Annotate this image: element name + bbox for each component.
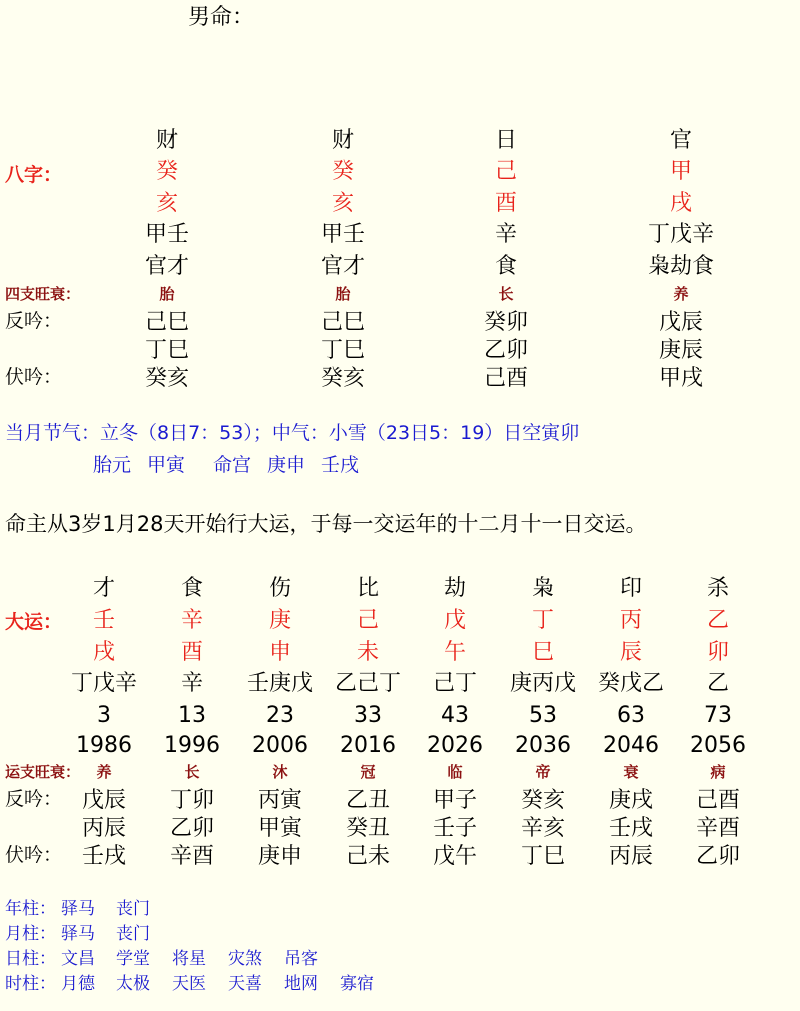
dayun-shishen: 才 xyxy=(92,576,116,601)
pillar-canggan: 丁戊辛 xyxy=(647,222,715,247)
dayun-age: 53 xyxy=(529,703,557,728)
dayun-fanyin-1: 丙寅 xyxy=(257,788,303,813)
dayun-fuyin: 丁巳 xyxy=(520,844,566,869)
pillar-zhi: 戌 xyxy=(669,191,693,216)
shensha-item: 驿马 xyxy=(61,924,95,944)
dayun-fuyin: 庚申 xyxy=(257,844,303,869)
pillar-fanyin-2: 丁巳 xyxy=(320,338,366,363)
dayun-fanyin-1: 甲子 xyxy=(432,788,478,813)
pillar-cangshen: 官才 xyxy=(320,254,366,279)
shensha-item: 太极 xyxy=(116,974,150,994)
dayun-fanyin-1: 丁卯 xyxy=(169,788,215,813)
pillar-canggan: 辛 xyxy=(494,222,518,247)
shensha-item: 灾煞 xyxy=(228,949,262,969)
taiyuan-value: 甲寅 xyxy=(147,454,186,476)
dayun-shishen: 伤 xyxy=(268,576,292,601)
pillar-fuyin: 甲戌 xyxy=(658,366,704,391)
dayun-fanyin-2: 乙卯 xyxy=(169,816,215,841)
dayun-zhi: 申 xyxy=(268,640,292,665)
dayun-gan: 壬 xyxy=(92,608,116,633)
dayun-gan: 己 xyxy=(356,608,380,633)
shensha-item: 天喜 xyxy=(228,974,262,994)
dayun-state: 沐 xyxy=(272,763,288,781)
shensha-item: 天医 xyxy=(172,974,206,994)
pillar-state: 长 xyxy=(498,285,514,303)
dayun-canggan: 癸戊乙 xyxy=(597,671,665,696)
pillar-state: 胎 xyxy=(335,285,351,303)
minggong-value: 庚申 xyxy=(267,454,306,476)
dayun-age: 63 xyxy=(617,703,645,728)
dayun-canggan: 丁戊辛 xyxy=(70,671,138,696)
bazi-fanyin-label: 反吟： xyxy=(5,310,63,332)
dayun-year: 2016 xyxy=(340,733,396,758)
pillar-canggan: 甲壬 xyxy=(144,222,190,247)
taiyuan-label: 胎元 xyxy=(93,454,132,476)
dayun-fanyin-2: 辛亥 xyxy=(520,816,566,841)
dayun-state: 病 xyxy=(710,763,726,781)
pillar-gan: 甲 xyxy=(669,159,693,184)
dayun-shishen: 枭 xyxy=(531,576,555,601)
shensha-label: 年柱： xyxy=(5,899,56,919)
dayun-age: 3 xyxy=(97,703,111,728)
dayun-state-label: 运支旺衰： xyxy=(5,763,81,781)
dayun-fuyin: 己未 xyxy=(345,844,391,869)
dayun-fanyin-2: 癸丑 xyxy=(345,816,391,841)
pillar-shishen: 官 xyxy=(669,128,693,153)
dayun-fanyin-2: 辛酉 xyxy=(695,816,741,841)
dayun-shishen: 比 xyxy=(356,576,380,601)
pillar-fanyin-2: 乙卯 xyxy=(483,338,529,363)
dayun-canggan: 乙己丁 xyxy=(334,671,402,696)
dayun-zhi: 辰 xyxy=(619,640,643,665)
shensha-item: 丧门 xyxy=(116,924,150,944)
dayun-fanyin-1: 乙丑 xyxy=(345,788,391,813)
shensha-item: 文昌 xyxy=(61,949,95,969)
dayun-state: 养 xyxy=(96,763,112,781)
pillar-fuyin: 己酉 xyxy=(483,366,529,391)
dayun-zhi: 卯 xyxy=(706,640,730,665)
dayun-age: 13 xyxy=(178,703,206,728)
dayun-fuyin: 戊午 xyxy=(432,844,478,869)
dayun-gan: 丙 xyxy=(619,608,643,633)
dayun-fanyin-label: 反吟： xyxy=(5,788,63,810)
pillar-shishen: 财 xyxy=(155,128,179,153)
dayun-zhi: 午 xyxy=(443,640,467,665)
dayun-state: 帝 xyxy=(535,763,551,781)
dayun-year: 2026 xyxy=(427,733,483,758)
pillar-fanyin-1: 己巳 xyxy=(320,310,366,335)
dayun-gan: 丁 xyxy=(531,608,555,633)
pillar-canggan: 甲壬 xyxy=(320,222,366,247)
dayun-fuyin: 壬戌 xyxy=(81,844,127,869)
dayun-year: 2046 xyxy=(603,733,659,758)
pillar-zhi: 亥 xyxy=(331,191,355,216)
dayun-fanyin-1: 己酉 xyxy=(695,788,741,813)
dayun-shishen: 杀 xyxy=(706,576,730,601)
dayun-year: 1986 xyxy=(76,733,132,758)
dayun-fanyin-2: 甲寅 xyxy=(257,816,303,841)
dayun-label: 大运： xyxy=(5,611,63,633)
dayun-shishen: 劫 xyxy=(443,576,467,601)
pillar-fuyin: 癸亥 xyxy=(144,366,190,391)
dayun-year: 2036 xyxy=(515,733,571,758)
bazi-label: 八字： xyxy=(5,164,63,186)
dayun-fanyin-1: 庚戌 xyxy=(608,788,654,813)
dayun-gan: 庚 xyxy=(268,608,292,633)
dayun-state: 长 xyxy=(184,763,200,781)
dayun-fanyin-2: 丙辰 xyxy=(81,816,127,841)
dayun-age: 73 xyxy=(704,703,732,728)
qiyun-text: 命主从3岁1月28天开始行大运，于每一交运年的十二月十一日交运。 xyxy=(5,512,647,536)
pillar-fanyin-1: 戊辰 xyxy=(658,310,704,335)
dayun-state: 冠 xyxy=(360,763,376,781)
shensha-item: 月德 xyxy=(61,974,95,994)
pillar-gan: 己 xyxy=(494,159,518,184)
shensha-item: 学堂 xyxy=(116,949,150,969)
jieqi-line: 当月节气：立冬（8日7：53）；中气：小雪（23日5：19）日空寅卯 xyxy=(5,422,580,444)
dayun-zhi: 戌 xyxy=(92,640,116,665)
shensha-item: 驿马 xyxy=(61,899,95,919)
pillar-gan: 癸 xyxy=(155,159,179,184)
pillar-zhi: 亥 xyxy=(155,191,179,216)
pillar-cangshen: 食 xyxy=(494,254,518,279)
dayun-state: 衰 xyxy=(623,763,639,781)
pillar-cangshen: 官才 xyxy=(144,254,190,279)
dayun-gan: 戊 xyxy=(443,608,467,633)
dayun-shishen: 印 xyxy=(619,576,643,601)
dayun-gan: 乙 xyxy=(706,608,730,633)
dayun-fanyin-2: 壬戌 xyxy=(608,816,654,841)
pillar-shishen: 日 xyxy=(494,128,518,153)
dayun-fanyin-1: 戊辰 xyxy=(81,788,127,813)
minggong-label: 命宫 xyxy=(213,454,252,476)
shensha-item: 丧门 xyxy=(116,899,150,919)
shensha-item: 寡宿 xyxy=(340,974,374,994)
bazi-fuyin-label: 伏吟： xyxy=(5,366,63,388)
pillar-state: 养 xyxy=(673,285,689,303)
dayun-zhi: 未 xyxy=(356,640,380,665)
shensha-item: 地网 xyxy=(284,974,318,994)
dayun-shishen: 食 xyxy=(180,576,204,601)
shensha-item: 将星 xyxy=(172,949,206,969)
dayun-canggan: 辛 xyxy=(180,671,204,696)
dayun-fuyin: 丙辰 xyxy=(608,844,654,869)
pillar-fanyin-1: 癸卯 xyxy=(483,310,529,335)
dayun-zhi: 巳 xyxy=(531,640,555,665)
dayun-fuyin: 乙卯 xyxy=(695,844,741,869)
xun-value: 壬戌 xyxy=(321,454,360,476)
dayun-canggan: 乙 xyxy=(706,671,730,696)
pillar-fanyin-2: 丁巳 xyxy=(144,338,190,363)
shensha-label: 月柱： xyxy=(5,924,56,944)
bazi-state-label: 四支旺衰： xyxy=(5,285,81,303)
dayun-canggan: 庚丙戊 xyxy=(509,671,577,696)
dayun-year: 1996 xyxy=(164,733,220,758)
dayun-gan: 辛 xyxy=(180,608,204,633)
dayun-canggan: 己丁 xyxy=(432,671,478,696)
dayun-fanyin-1: 癸亥 xyxy=(520,788,566,813)
pillar-fuyin: 癸亥 xyxy=(320,366,366,391)
dayun-state: 临 xyxy=(447,763,463,781)
pillar-gan: 癸 xyxy=(331,159,355,184)
dayun-year: 2056 xyxy=(690,733,746,758)
shensha-label: 日柱： xyxy=(5,949,56,969)
dayun-fanyin-2: 壬子 xyxy=(432,816,478,841)
pillar-zhi: 酉 xyxy=(494,191,518,216)
dayun-fuyin: 辛酉 xyxy=(169,844,215,869)
dayun-zhi: 酉 xyxy=(180,640,204,665)
pillar-fanyin-1: 己巳 xyxy=(144,310,190,335)
pillar-fanyin-2: 庚辰 xyxy=(658,338,704,363)
page-title: 男命： xyxy=(188,5,255,30)
shensha-label: 时柱： xyxy=(5,974,56,994)
dayun-age: 43 xyxy=(441,703,469,728)
shensha-item: 吊客 xyxy=(284,949,318,969)
dayun-age: 23 xyxy=(266,703,294,728)
pillar-cangshen: 枭劫食 xyxy=(647,254,715,279)
dayun-year: 2006 xyxy=(252,733,308,758)
dayun-fuyin-label: 伏吟： xyxy=(5,844,63,866)
dayun-age: 33 xyxy=(354,703,382,728)
dayun-canggan: 壬庚戊 xyxy=(246,671,314,696)
pillar-shishen: 财 xyxy=(331,128,355,153)
pillar-state: 胎 xyxy=(159,285,175,303)
